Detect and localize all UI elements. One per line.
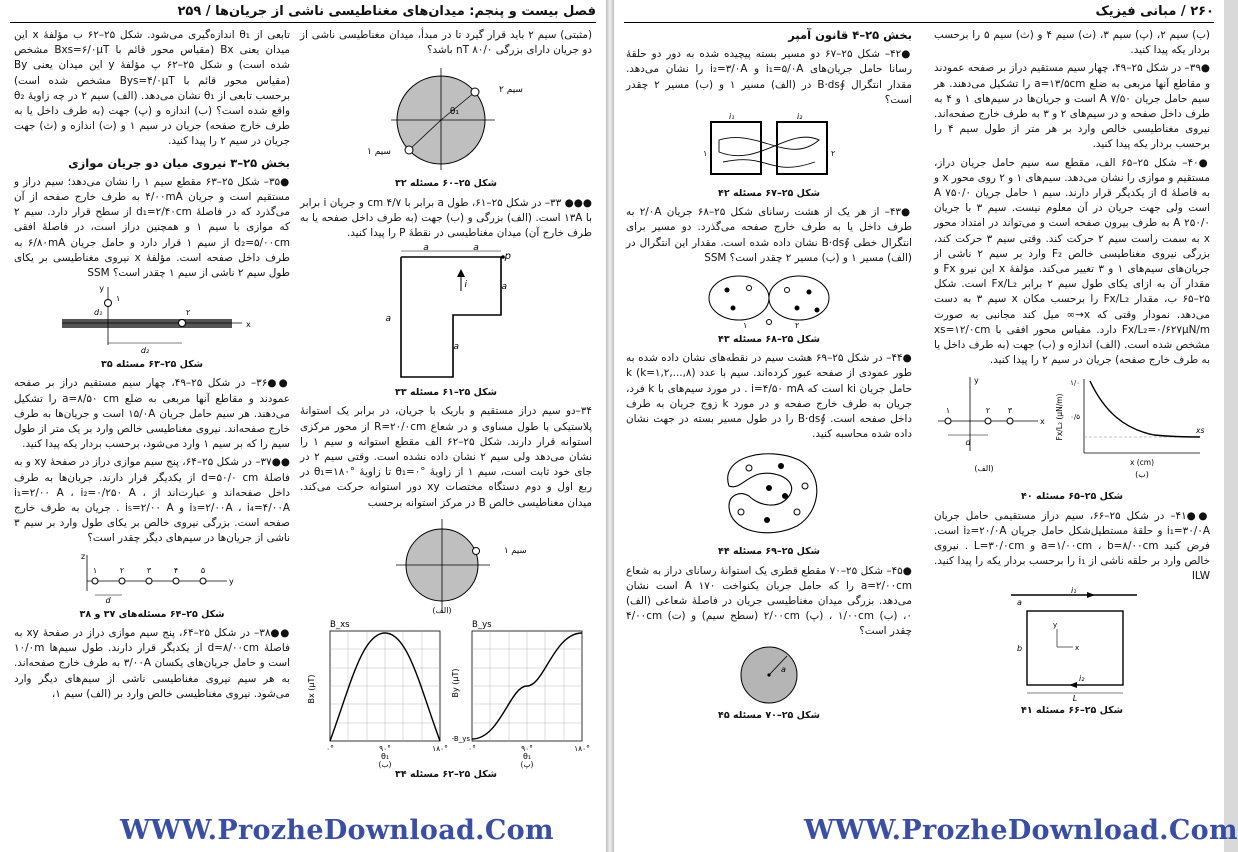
figure-34-caption: شکل ۲۵–۶۲ مسئله ۳۴ <box>395 768 497 780</box>
left-page-column-right <box>300 28 592 786</box>
right-page-column-left <box>626 28 912 727</box>
wire-1-marker <box>405 146 413 154</box>
watermark-left: WWW.ProzheDownload.Com <box>120 815 554 846</box>
problem-44: ●۴۴– در شکل ۲۵–۶۹ هشت سیم در نقطه‌های نشان داده شده به طور عمودی از صفحه عبور کرده‌اند. سیم با عدد k (k=۱,۲,...,۸) حامل جریان ki است که i=۴/۵۰ mA . در مورد سیم‌های با k فرد، جریان به طرف خارج صفحه و در مورد k زوج جریان به طرف داخل صفحه است. ∮B·ds را در طول مسیر بسته در جهت نشان داده شده محاسبه کنید. <box>626 352 912 441</box>
fig43-c6 <box>795 306 800 311</box>
right-header-title: ۲۶۰ / مبانی فیزیک <box>1095 4 1214 19</box>
graph-by <box>451 620 590 769</box>
graph-bx-x0: ۰° <box>326 743 334 753</box>
fig32-theta-label: θ₁ <box>449 107 459 118</box>
problem-45: ●۴۵– شکل ۲۵–۷۰ مقطع قطری یک استوانهٔ رسانای دراز به شعاع a=۲/۰۰cm را که حامل جریان یکنواخت ۱۷۰ A است نشان می‌دهد. بزرگی میدان مغناطیسی جریان در فاصلهٔ شعاعی (الف) ۰، (ب) ۱/۰۰cm ، (پ) ۲/۰۰cm (سطح سیم) و (ت) ۴/۰۰cm چقدر است؟ <box>626 564 912 638</box>
fig32-wire2-label: سیم ۲ <box>499 85 523 96</box>
figure-35 <box>52 285 252 355</box>
fig43-path2 <box>769 276 829 320</box>
fig40-top: ۱/۰ <box>1070 379 1080 388</box>
figure-34a <box>386 515 527 615</box>
fig35-x: x <box>246 320 251 330</box>
problem-33-text: ۳۳– در شکل ۲۵–۶۱، طول a برابر با ۴/۷ cm و جریان i برابر با ۱۳A است. (الف) بزرگی و (ب) جهت (به طرف داخل صفحه یا به طرف خارج آن) میدان مغناطیسی در نقطهٔ P را پیدا کنید. <box>300 196 592 240</box>
fig40-ylabel: Fx/L₂ (μN/m) <box>1055 394 1064 441</box>
figure-45-diagram <box>729 644 809 706</box>
fig43-c3 <box>731 306 736 311</box>
figure-40 <box>934 371 1210 489</box>
fig37-n3: ۳ <box>146 565 152 575</box>
paragraph-intro: (مثبتی) سیم ۲ باید قرار گیرد تا در مبدأ، میدان مغناطیسی ناشی از دو جریان دارای بزرگی ۸۰/۰ nT باشد؟ <box>300 29 592 57</box>
fig40-y: y <box>974 376 979 386</box>
fig37-y: y <box>229 576 234 586</box>
fig37-wire-5 <box>200 578 206 584</box>
fig44-wire-1 <box>746 465 752 471</box>
problem-36: ●●۳۶– در شکل ۲۵–۴۹، چهار سیم مستقیم دراز بر صفحه عمودند و مقاطع آنها مربعی به ضلع a=۸/۵۰ cm را تشکیل می‌دهند. هر سیم حامل جریان ۱۵/۰A است و جریان‌ها به طرف خارج صفحه‌اند. نیروی مغناطیسی خالص وارد بر یک متر از طول سیم را که بر سیم ۱ وارد می‌شود، برحسب بردار یکه پیدا کنید. <box>14 377 291 451</box>
fig40-be: (ب) <box>1135 470 1149 480</box>
book-gutter <box>606 0 614 852</box>
figure-43 <box>699 270 839 330</box>
problem-41: ●●۴۱– در شکل ۲۵–۶۶، سیم دراز مستقیمی حامل جریان i₁=۳۰/۰A و حلقهٔ مستطیل‌شکل حامل جریان i₂=۲۰/۰A است. فرض کنید a=۱/۰۰cm ، b=۸/۰۰cm و L=۳۰/۰cm . نیروی خالص وارد بر حلقه ناشی از i₁ را برحسب بردار یکه را پیدا کنید. ILW <box>934 509 1211 583</box>
right-page-column-right <box>934 28 1210 722</box>
graph-by-tag: (پ) <box>520 759 534 769</box>
problem-43: ●۴۳– از هر یک از هشت رسانای شکل ۲۵–۶۸ جریان ۲/۰A به طرف داخل یا به طرف خارج صفحه می‌گذرد. دو مسیر برای انتگرال خطی ∮B·ds نشان داده شده است. مقدار این انتگرال در (الف) مسیر ۱ و (ب) مسیر ۲ چقدر است؟ SSM <box>626 206 913 264</box>
fig43-c2 <box>747 286 752 291</box>
fig40-alef: (الف) <box>974 464 994 474</box>
fig40-wire2 <box>985 418 991 424</box>
graph-bx-x90: ۹۰° <box>379 743 391 753</box>
point-p <box>501 255 505 259</box>
section-heading-25-4: بخش ۲۵–۴ قانون آمپر <box>788 28 912 42</box>
fig41-a: a <box>1017 597 1022 607</box>
fig35-surface <box>62 319 232 328</box>
fig41-i2-arrow <box>1069 682 1077 688</box>
graph-bx-title: B_xs <box>330 619 350 630</box>
left-page <box>0 0 606 852</box>
fig42-n2: ۲ <box>831 149 836 159</box>
figure-32-caption: شکل ۲۵–۶۰ مسئله ۳۲ <box>395 178 497 190</box>
graph-bx-tag: (ب) <box>378 759 392 769</box>
fig34-alef: (الف) <box>432 605 452 615</box>
fig42-n1: ۱ <box>703 149 708 159</box>
fig40-w1: ۱ <box>945 406 951 416</box>
left-header-title: فصل بیست و پنجم: میدان‌های مغناطیسی ناشی از جریان‌ها / ۲۵۹ <box>177 4 596 19</box>
figure-45-caption: شکل ۲۵–۷۰ مسئله ۴۵ <box>718 709 820 721</box>
figure-41 <box>997 585 1147 703</box>
problem-33 <box>300 196 592 242</box>
figure-42 <box>699 112 839 184</box>
graph-by-x180: ۱۸۰° <box>574 743 590 753</box>
fig41-y: y <box>1053 620 1058 629</box>
fig40-w3: ۳ <box>1007 406 1013 416</box>
fig44-wire-5 <box>738 509 744 515</box>
graph-by-title: B_ys <box>472 619 492 630</box>
fig40-d: d <box>965 438 971 448</box>
left-page-column-left <box>14 28 290 705</box>
figure-44-diagram <box>709 446 829 542</box>
problem-35: ●۳۵– شکل ۲۵–۶۳ مقطع سیم ۱ را نشان می‌دهد؛ سیم دراز و مستقیم است و جریان ۴/۰۰mA به طرف خارج صفحه از آن می‌گذرد که در فاصلهٔ d₁=۲/۴۰cm از سطح قرار دارد. سیم ۲ که موازی با سیم ۱ و همچنین دراز است، در فاصلهٔ افقی d₂=۵/۰۰cm از سیم ۱ قرار دارد و حامل جریان ۶/۸۰mA به طرف داخل صفحه است. مؤلفهٔ x نیروی مغناطیسی بر یکای طول سیم ۲ ناشی از سیم ۱ چقدر است؟ SSM <box>14 175 291 280</box>
fig40-mid: ۰/۵ <box>1070 413 1080 422</box>
figure-37-diagram <box>67 551 237 605</box>
fig33-a-inner: a <box>453 342 459 353</box>
fig43-path1 <box>709 276 769 320</box>
fig43-n2: ۲ <box>795 321 800 331</box>
fig44-wire-8 <box>782 493 788 499</box>
fig37-n4: ۴ <box>173 565 179 575</box>
section-heading-25-3: بخش ۲۵–۳ نیروی میان دو جریان موازی <box>68 155 290 170</box>
graph-by-x0: ۰° <box>468 743 476 753</box>
fig37-wire-3 <box>146 578 152 584</box>
fig34-wire1-marker <box>473 547 480 554</box>
figure-45 <box>729 644 809 706</box>
graph-by-xlabel: θ₁ <box>522 751 532 761</box>
fig43-c5 <box>807 290 812 295</box>
current-arrow-head <box>457 269 465 277</box>
graph-bx-xlabel: θ₁ <box>380 751 390 761</box>
fig40-wire3 <box>1007 418 1013 424</box>
fig34-wire1-label: سیم ۱ <box>504 545 527 556</box>
fig35-wire2-marker <box>179 320 186 327</box>
fig40-xlabel: x (cm) <box>1129 458 1155 468</box>
graph-bx <box>307 620 448 769</box>
graph-by-ylabel: By (μT) <box>451 668 460 698</box>
fig37-d: d <box>105 595 111 605</box>
problem-40: ●۴۰– شکل ۲۵–۶۵ الف، مقطع سه سیم حامل جریان دراز، مستقیم و موازی را نشان می‌دهد. سیم‌های ۱ و ۲ روی محور x و به فاصلهٔ d از یکدیگر قرار دارند. سیم ۱ حامل جریان ۷۵۰/۰ A است ولی جهت جریان در آن معلوم نیست. سیم ۳ با جریان ۲۵۰/۰ A به طرف بیرون صفحه است و می‌تواند در امتداد محور x به سمت راست سیم ۲ حرکت کند. وقتی سیم ۳ حرکت کند، بزرگی نیروی مغناطیسی خالص F₂ وارد بر سیم ۲ ناشی از جریان‌های سیم‌های ۱ و ۳ تغییر می‌کند. مؤلفهٔ x این نیرو Fx و مقدار آن به ازای یکای طول سیم ۲ برابر Fx/L₂ است. شکل ۲۵–۶۵ ب، مقدار Fx/L₂ را برحسب مکان x سیم ۳ به دست می‌دهد. نمودار وقتی که x→∞ میل کند مجانبی به صورت Fx/L₂=۰/۶۲۷μN/m دارد. مقیاس محور افقی با xs=۱۲/۰cm مشخص شده است. (الف) اندازه و (ب) جهت (به طرف داخل یا به طرف خارج صفحه) جریان در سیم ۲ را پیدا کنید. <box>934 156 1210 367</box>
figure-37-caption: شکل ۲۵–۶۴ مسئله‌های ۳۷ و ۳۸ <box>79 608 225 620</box>
figure-44-caption: شکل ۲۵–۶۹ مسئله ۴۴ <box>718 546 820 558</box>
fig40-graph-curve <box>1090 381 1200 437</box>
fig45-a: a <box>781 664 786 674</box>
graph-by-neg: -B_ys <box>451 734 470 743</box>
right-page <box>614 0 1238 852</box>
figure-33-diagram <box>371 245 521 383</box>
problem-39: ●۳۹– در شکل ۲۵–۴۹، چهار سیم مستقیم دراز بر صفحه عمودند و مقاطع آنها مربعی به ضلع a=۱۳/۵cm را تشکیل می‌دهند. هر سیم حامل جریان ۷/۵۰ A است و جریان‌ها در سیم‌های ۱ و ۴ به طرف داخل صفحه و در سیم‌های ۲ و ۳ به طرف خارج صفحه‌اند. نیروی مغناطیسی خالص وارد بر هر متر از طول سیم ۴ را برحسب بردار یکه پیدا کنید. <box>934 62 1211 151</box>
fig35-d1: d₁ <box>94 308 103 318</box>
fig33-a-left: a <box>385 314 391 325</box>
fig43-n1: ۱ <box>743 321 748 331</box>
fig41-x: x <box>1075 643 1080 652</box>
fig33-a-top2: a <box>473 243 479 254</box>
figure-32-diagram <box>361 62 531 174</box>
figure-43-diagram <box>699 270 839 330</box>
fig42-i1: i₁ <box>729 112 735 122</box>
fig43-c1 <box>725 288 730 293</box>
fig35-y: y <box>99 284 104 294</box>
fig37-n2: ۲ <box>119 565 125 575</box>
fig35-w2: ۲ <box>186 308 191 318</box>
fig44-wire-3 <box>802 483 808 489</box>
figure-40a <box>938 376 1045 473</box>
fig33-i-label: i <box>464 280 467 291</box>
fig42-i2: i₂ <box>797 112 803 122</box>
current-loop <box>401 257 501 377</box>
problem-33-difficulty: ●●● <box>564 196 592 209</box>
fig37-n1: ۱ <box>92 565 98 575</box>
fig37-wire-1 <box>92 578 98 584</box>
fig41-L: L <box>1072 693 1078 703</box>
figure-37 <box>67 551 237 605</box>
graph-by-x90: ۹۰° <box>521 743 533 753</box>
figure-35-caption: شکل ۲۵–۶۳ مسئله ۳۵ <box>101 359 203 371</box>
fig37-z: z <box>81 551 86 561</box>
figure-40-caption: شکل ۲۵–۶۵ مسئله ۴۰ <box>1021 491 1123 503</box>
problem-34: ۳۴–دو سیم دراز مستقیم و باریک با جریان، در برابر یک استوانهٔ پلاستیکی با طول مساوی و در شعاع R=۲۰/۰cm از محور مرکزی استوانه قرار دارند. شکل ۲۵–۶۲ الف مقطع استوانه و سیم ۱ را نشان می‌دهد ولی سیم ۲ نشان داده نشده است. وقتی سیم ۲ در جای خود ثابت است، سیم ۱ از زاویهٔ θ₁=۰° تا زاویهٔ θ₁=۱۸۰° در ربع اول و دوم دستگاه مختصات xy دور استوانه حرکت می‌کند. میدان مغناطیسی خالص B در مرکز استوانه برحسب <box>300 405 593 509</box>
fig37-wire-4 <box>173 578 179 584</box>
fig44-wire-7 <box>794 509 800 515</box>
graph-bx-ylabel: Bx (μT) <box>307 674 316 704</box>
fig43-c7 <box>767 320 772 325</box>
right-page-header <box>624 4 1214 23</box>
fig35-w1: ۱ <box>116 294 121 304</box>
fig37-n5: ۵ <box>200 565 206 575</box>
figure-40-svg <box>934 371 1210 489</box>
figure-34a-diagram <box>386 515 527 615</box>
figure-34-graphs <box>300 617 592 767</box>
left-page-header <box>10 4 596 23</box>
fig43-c4 <box>785 288 790 293</box>
fig40-x: x <box>1040 417 1045 427</box>
figure-43-caption: شکل ۲۵–۶۸ مسئله ۴۳ <box>718 334 820 346</box>
figure-33 <box>371 245 521 383</box>
fig40-xs: xs <box>1196 426 1205 436</box>
fig41-b: b <box>1017 643 1023 653</box>
paragraph-top-right: (ب) سیم ۲، (پ) سیم ۳، (ت) سیم ۴ و (ث) سیم ۵ را برحسب بردار یکه پیدا کنید. <box>934 29 1210 57</box>
fig35-wire1-marker <box>105 300 112 307</box>
figure-40b <box>1055 379 1204 479</box>
fig42-path-2 <box>723 160 815 168</box>
watermark-right: WWW.ProzheDownload.Com <box>804 815 1238 846</box>
paragraph-top: تابعی از θ₁ اندازه‌گیری می‌شود. شکل ۲۵–۶۲ ب مؤلفهٔ x این میدان یعنی Bx (مقیاس محور قائم با Bxs=۶/۰μT مشخص شده است) و شکل ۲۵–۶۲ پ مؤلفهٔ y این میدان یعنی By (مقیاس محور قائم با Bys=۴/۰μT مشخص شده است) برحسب تابعی از θ₁ نشان می‌دهد. (الف) سیم ۲ در چه زاویهٔ θ₂ واقع شده است؟ (ب) اندازه و (پ) جهت (به طرف داخل یا به طرف خارج صفحه) جریان در سیم ۱ و (ت) اندازه و (ث) جهت جریان در سیم ۲ را پیدا کنید. <box>14 29 290 148</box>
fig42-path-1 <box>719 137 819 156</box>
figure-35-diagram <box>52 285 252 355</box>
graph-bx-x180: ۱۸۰° <box>432 743 448 753</box>
figure-42-caption: شکل ۲۵–۶۷ مسئله ۴۲ <box>718 188 820 200</box>
fig32-wire1-label: سیم ۱ <box>367 147 391 158</box>
figure-44 <box>709 446 829 542</box>
figure-34-graphs-svg <box>300 617 592 767</box>
fig33-a-right: a <box>501 282 507 293</box>
fig41-i1-arrow <box>1087 592 1095 598</box>
figure-41-caption: شکل ۲۵–۶۶ مسئله ۴۱ <box>1021 704 1123 716</box>
figure-42-diagram <box>699 112 839 184</box>
fig40-w2: ۲ <box>985 406 991 416</box>
fig44-wire-6 <box>764 517 770 523</box>
fig45-center <box>767 673 770 676</box>
wire-2-marker <box>471 88 479 96</box>
fig33-a-top1: a <box>423 243 429 254</box>
fig44-wire-2 <box>778 463 784 469</box>
fig37-wire-2 <box>119 578 125 584</box>
fig35-d2: d₂ <box>140 346 150 356</box>
figure-41-diagram <box>997 585 1147 703</box>
problem-42: ●۴۲– شکل ۲۵–۶۷ دو مسیر بسته پیچیده شده به دور دو حلقهٔ رسانا حامل جریان‌های i₁=۵/۰A و i₂=۳/۰A را نشان می‌دهد. مقدار انتگرال ∮B·ds در (الف) مسیر ۱ و (ب) مسیر ۲ چقدر است؟ <box>626 48 912 106</box>
fig41-i2: i₂ <box>1079 673 1085 683</box>
fig43-c8 <box>815 308 820 313</box>
fig42-loop1 <box>711 122 761 174</box>
fig44-wire-4 <box>766 485 772 491</box>
fig41-i1: i₁ <box>1071 585 1077 595</box>
figure-32 <box>361 62 531 174</box>
fig44-closed-path <box>728 454 817 533</box>
figure-33-caption: شکل ۲۵–۶۱ مسئله ۳۳ <box>395 387 497 399</box>
problem-38: ●●۳۸– در شکل ۲۵–۶۴، پنج سیم موازی دراز در صفحهٔ xy به فاصلهٔ d=۸/۰۰cm از یکدیگر قرار دارند. طول سیم‌ها ۱۰/۰m است و حامل جریان‌های یکسان ۳/۰۰A به طرف خارج صفحه‌اند. به هر سیم نیروی مغناطیسی ناشی از سیم‌های دیگر وارد می‌شود. نیروی مغناطیسی خالص وارد بر (الف) سیم ۱، <box>14 626 291 700</box>
problem-37: ●●۳۷– در شکل ۲۵–۶۴، پنج سیم موازی دراز در صفحهٔ xy و به فاصلهٔ d=۵۰/۰ cm از یکدیگر قرار دارند. جریان‌ها به طرف داخل صفحه‌اند و عبارت‌اند از i₁=۲/۰۰ A ، i₂=۰/۲۵۰ A ، i₃=۲/۰۰A ، i₄=۴/۰۰A و i₅=۲/۰۰ A . جریان به طرف خارج صفحه است. بزرگی نیروی خالص بر یکای طول وارد بر سیم ۳ ناشی از جریان‌ها در سیم‌های دیگر چقدر است؟ <box>14 456 291 545</box>
fig33-p-label: p <box>504 251 511 263</box>
graph-bx-grid <box>330 631 440 741</box>
fig40-wire1 <box>945 418 951 424</box>
